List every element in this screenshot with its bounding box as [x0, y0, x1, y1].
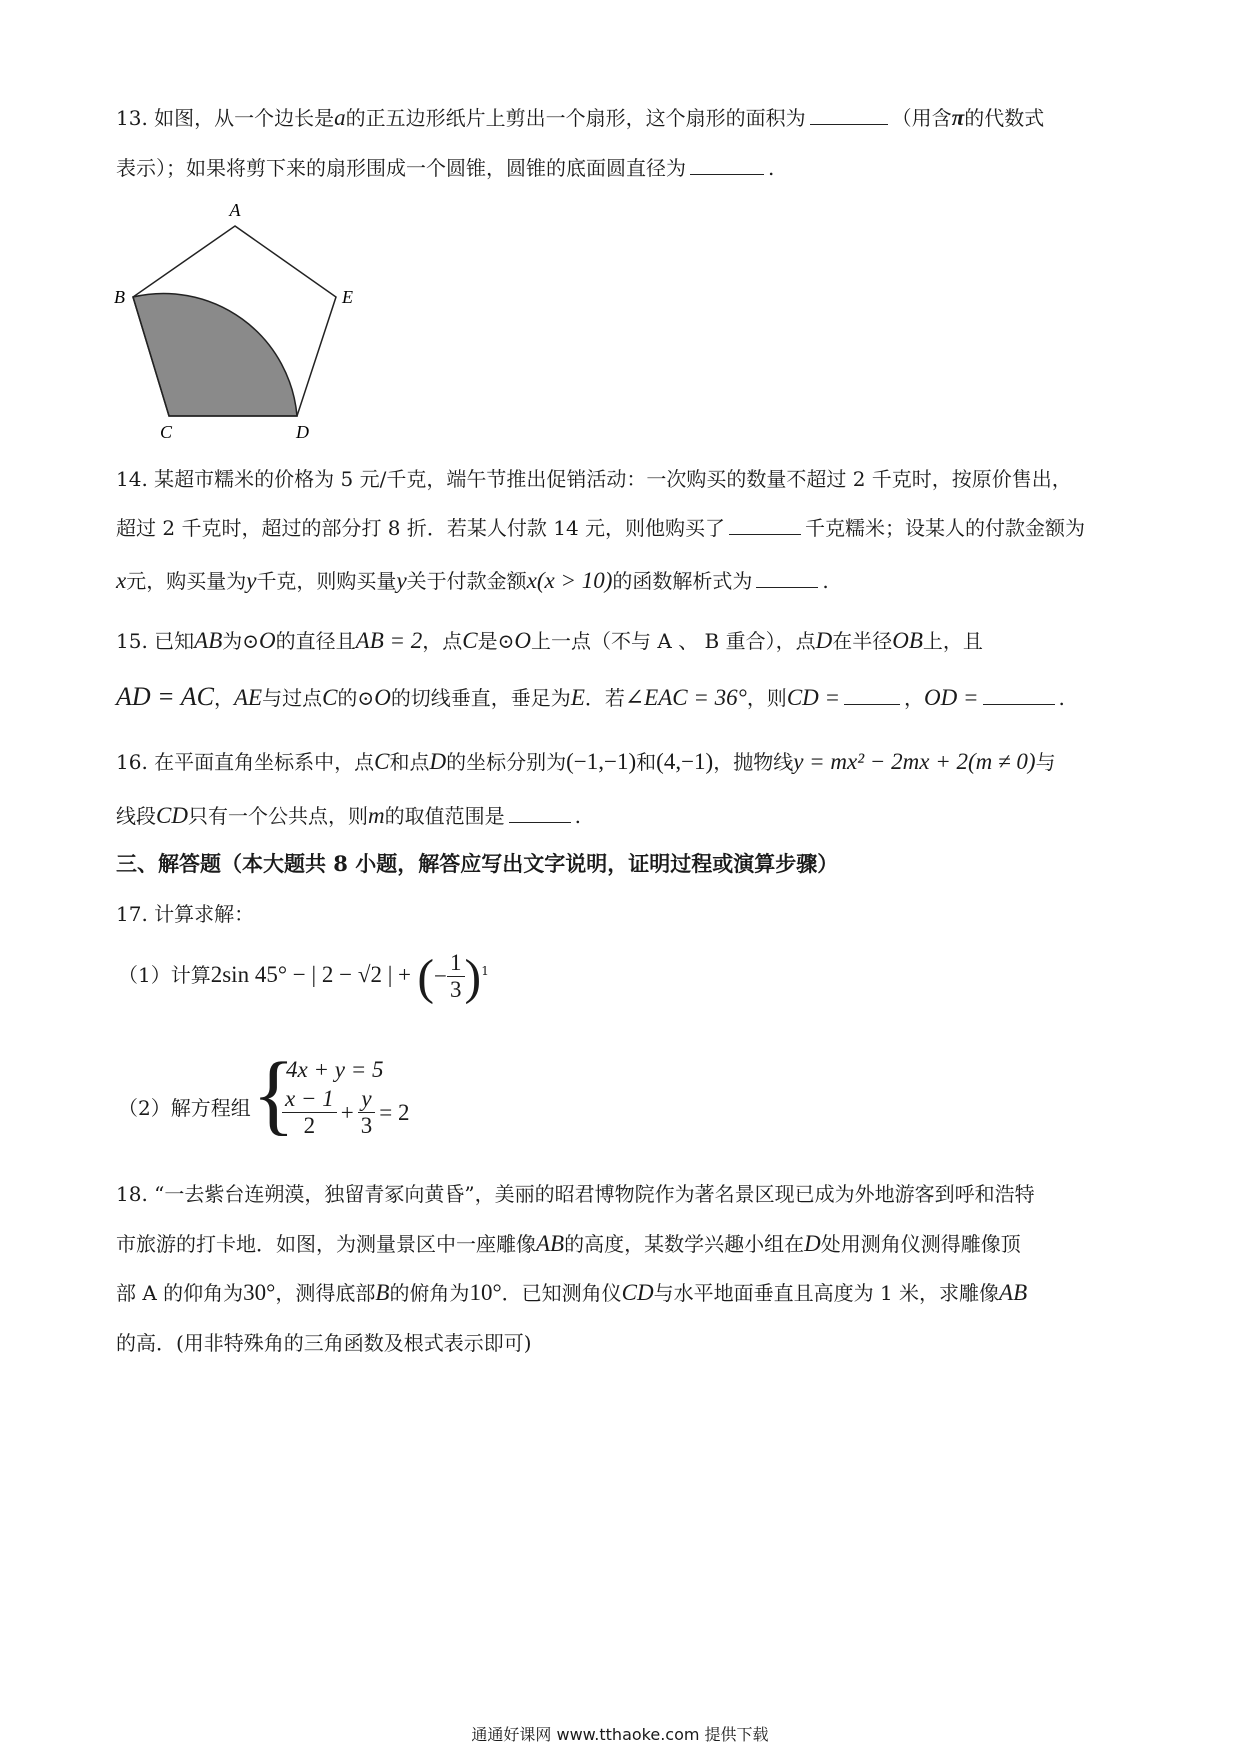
answer-blank — [844, 684, 900, 705]
label-D: D — [296, 422, 309, 442]
q18-line1: 18. “一去紫台连朔漠，独留青冢向黄昏”，美丽的昭君博物院作为著名景区现已成为外地游客到呼和浩特 — [116, 1182, 1035, 1206]
q14-line2: 超过 2 千克时，超过的部分打 8 折．若某人付款 14 元，则他购买了 千克糯米；设某人的付款金额为 — [116, 516, 1086, 540]
q15-line2: AD = AC，AE与过点C的⊙O的切线垂直，垂足为E．若∠EAC = 36°，则CD = ，OD = . — [116, 682, 1065, 711]
q16-line2: 线段CD只有一个公共点，则m的取值范围是 . — [116, 803, 581, 828]
q18-line2: 市旅游的打卡地．如图，为测量景区中一座雕像AB的高度，某数学兴趣小组在D处用测角仪测得雕像顶 — [116, 1231, 1021, 1256]
label-B: B — [114, 287, 125, 307]
answer-blank — [509, 802, 571, 823]
q13-line1: 13. 如图，从一个边长是a的正五边形纸片上剪出一个扇形，这个扇形的面积为 （用含π的代数式 — [116, 105, 1045, 130]
q18-line4: 的高．(用非特殊角的三角函数及根式表示即可) — [116, 1331, 532, 1355]
answer-blank — [729, 514, 801, 535]
answer-blank — [983, 684, 1055, 705]
label-C: C — [160, 422, 173, 442]
label-E: E — [342, 287, 353, 307]
sector-shaded — [133, 293, 297, 416]
q17-part1: （1）计算2sin 45° − | 2 − √2 | + (− $\frac{1}{3}$ )$^1$ — [118, 948, 489, 1005]
answer-blank — [690, 154, 764, 175]
answer-blank — [810, 104, 888, 125]
pentagon-figure — [110, 200, 370, 445]
label-A: A — [229, 200, 241, 220]
q13-line2: 表示）；如果将剪下来的扇形围成一个圆锥，圆锥的底面圆直径为 . — [116, 156, 775, 180]
q18-line3: 部 A 的仰角为30°，测得底部B的俯角为10°．已知测角仪CD与水平地面垂直且高度为 1 米，求雕像AB — [116, 1280, 1028, 1305]
section-heading: 三、解答题（本大题共 8 小题，解答应写出文字说明，证明过程或演算步骤） — [116, 851, 839, 876]
q15-line1: 15. 已知AB为⊙O的直径且AB = 2，点C是⊙O上一点（不与 A 、 B 重合），点D在半径OB上，且 — [116, 628, 983, 653]
answer-blank — [756, 567, 818, 588]
q14-line3: x元，购买量为y千克，则购买量y关于付款金额x(x > 10)的函数解析式为 . — [116, 568, 829, 593]
fraction: $\frac{1}{3}$ — [447, 950, 465, 1003]
fraction: $\frac{x - 1}{2}$ — [282, 1086, 337, 1139]
q17-title: 17. 计算求解： — [116, 902, 255, 926]
q16-line1: 16. 在平面直角坐标系中，点C和点D的坐标分别为(−1,−1)和(4,−1)，抛物线y = mx² − 2mx + 2(m ≠ 0)与 — [116, 749, 1056, 774]
footer-credit: 通通好课网 www.tthaoke.com 提供下载 — [471, 1725, 769, 1744]
fraction: $\frac{y}{3}$ — [358, 1086, 376, 1139]
q14-line1: 14. 某超市糯米的价格为 5 元/千克，端午节推出促销活动：一次购买的数量不超过 2 千克时，按原价售出， — [116, 467, 1072, 491]
